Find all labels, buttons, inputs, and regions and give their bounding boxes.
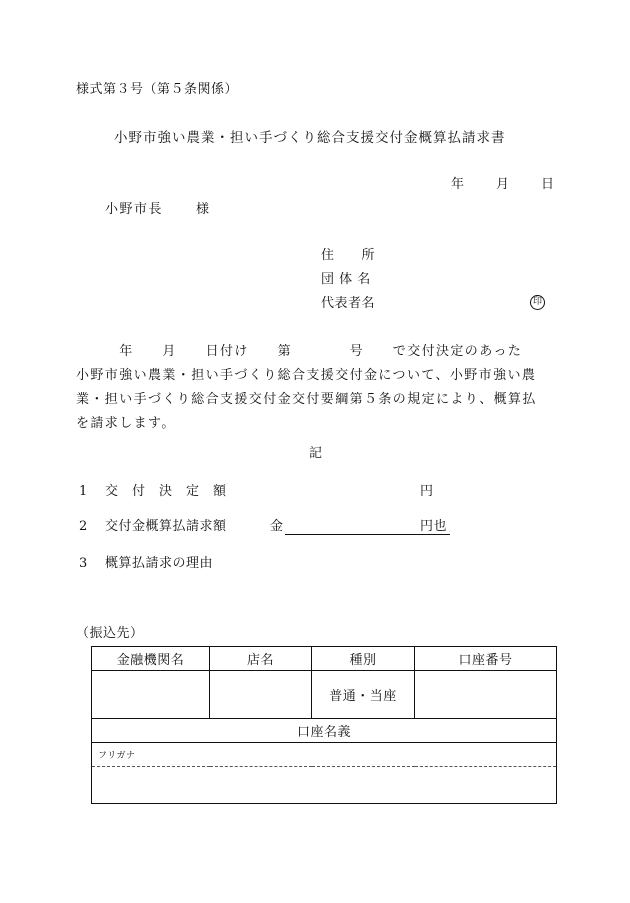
branch-name-cell[interactable] xyxy=(210,671,312,719)
date-month-label: 月 xyxy=(496,177,510,192)
request-body xyxy=(76,340,556,436)
body-line-4: を請求します。 xyxy=(76,416,176,431)
furigana-cell[interactable] xyxy=(92,743,557,767)
representative-label: 代表者名 xyxy=(321,296,376,311)
item-2-label: 交付金概算払請求額 xyxy=(105,519,227,534)
item-1-unit: 円 xyxy=(420,484,434,499)
item-1-label: 交 付 決 定 額 xyxy=(105,484,227,499)
addressee-name: 小野市長 xyxy=(105,202,164,217)
furigana-label: フリガナ xyxy=(98,751,136,761)
account-number-cell[interactable] xyxy=(415,671,557,719)
bank-caption: （振込先） xyxy=(76,626,144,641)
address-label: 住 所 xyxy=(321,248,376,263)
item-2-number: 2 xyxy=(79,519,88,534)
header-account-number: 口座番号 xyxy=(415,647,557,671)
item-3-number: 3 xyxy=(79,556,88,571)
account-name-cell[interactable] xyxy=(92,767,557,804)
header-branch-name: 店名 xyxy=(210,647,312,671)
seal-mark: 印 xyxy=(530,295,545,310)
body-line-3: 業・担い手づくり総合支援交付金交付要綱第５条の規定により、概算払 xyxy=(76,392,537,407)
body-line-1: 年 月 日付け 第 号 で交付決定のあった xyxy=(76,344,523,359)
bank-transfer-table xyxy=(91,646,557,804)
header-bank-name: 金融機関名 xyxy=(92,647,210,671)
item-3-label: 概算払請求の理由 xyxy=(105,556,214,571)
bank-name-cell[interactable] xyxy=(92,671,210,719)
item-2-unit: 円也 xyxy=(420,519,448,534)
body-line-2: 小野市強い農業・担い手づくり総合支援交付金について、小野市強い農 xyxy=(76,368,537,383)
account-type-cell[interactable]: 普通・当座 xyxy=(312,671,415,719)
addressee-honorific: 様 xyxy=(196,202,210,217)
item-1-number: 1 xyxy=(79,484,88,499)
item-2-prefix: 金 xyxy=(270,519,284,534)
date-year-label: 年 xyxy=(451,177,465,192)
ki-heading: 記 xyxy=(309,446,323,461)
document-title: 小野市強い農業・担い手づくり総合支援交付金概算払請求書 xyxy=(114,130,506,146)
date-day-label: 日 xyxy=(541,177,555,192)
group-name-label: 団 体 名 xyxy=(321,272,371,287)
header-account-type: 種別 xyxy=(312,647,415,671)
account-name-header: 口座名義 xyxy=(92,719,557,743)
form-number: 様式第３号（第５条関係） xyxy=(76,82,239,97)
